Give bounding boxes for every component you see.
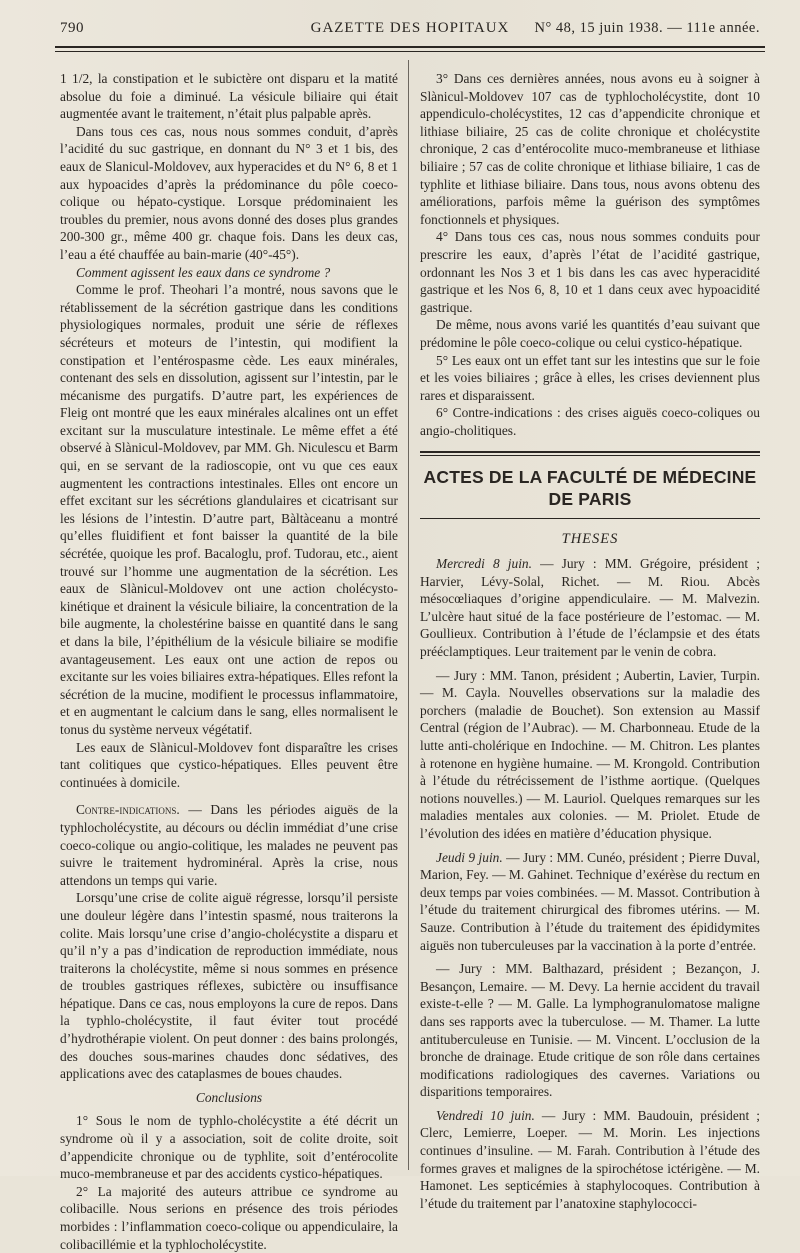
header-rule-thick [55,46,765,48]
subheading-question: Comment agissent les eaux dans ce syndrome ? [76,264,331,280]
theses-entry: — Jury : MM. Tanon, président ; Aubertin, Lavier, Turpin. — M. Cayla. Nouvelles observations sur la maladie des porchers (maladie de Bouchet). Son extension au Massif Central (région de l’Aubrac). — M. Charbonneau. Etude de la lutte anti-cholérique en Indochine. — M. Chitron. Les plantes à rotenone en hygiène humaine. — M. Krongold. Contribution à l’étude du rétrécissement de l’isthme aortique. (Quelques notions nouvelles.) — M. Lauriol. Quelques remarques sur les maladies mentales aux colonies. — M. Priolet. Etude de l’évolution des idées en matière d’éducation physique. [420,667,760,841]
section-rule [420,518,760,519]
paragraph-contre-indications [60,801,398,889]
paragraph: De même, nous avons varié les quantités d’eau suivant que prédomine le pôle coeco-colique ou celui cystico-hépatique. [420,317,760,350]
conclusion-item: 6° Contre-indications : des crises aiguës coeco-coliques ou angio-cholitiques. [420,405,760,438]
paragraph: Dans tous ces cas, nous nous sommes conduit, d’après l’acidité du suc gastrique, en donnant du N° 3 et 1 bis, des eaux de Slanicul-Moldovev, aux hyperacides et du N° 6, 8 et 1 aux hypoacides d’après la prédominance du pôle coeco-colique ou hépato-cystique. Lorsque prédominaient les troubles du premier, nous avons donné des doses plus grandes 200-300 gr., même 400 gr. chaque fois. Dans les deux cas, l’eau a été chauffée au bain-marie (40°-45°). [60,123,398,262]
conclusion-item: 2° La majorité des auteurs attribue ce syndrome au colibacille. Nous serions en présence des trois périodes morbides : l’inflammation coeco-colique ou appendiculaire, la colibacillémie et la typhlocholécystite. [60,1183,398,1252]
entry-text: — Jury : MM. Cunéo, président ; Pierre Duval, Marion, Fey. — M. Gahinet. Technique d’exérèse du rectum en deux temps par voies combinées. — M. Massot. Contribution à l’étude du traitement chirurgical des fibromes utérins. — M. Sauze. Contribution à l’étude du traitement des épididymites aiguës non tuberculeuses par la vaccination à la porte d’entrée. [420,849,760,953]
conclusions-heading: Conclusions [195,1089,263,1105]
contre-indications-label: Contre-indications. [76,802,180,818]
header-rule-thin [55,51,765,52]
column-divider [408,60,409,1170]
conclusion-item: 5° Les eaux ont un effet tant sur les intestins que sur le foie et les voies biliaires ; grâce à elles, les crises deviennent plus rares et disparaissent. [420,352,760,403]
paragraph: Les eaux de Slànicul-Moldovev font disparaître les crises tant colitiques que cystico-hépatiques. Elles peuvent être continuées à domicile. [60,739,398,790]
theses-entry: — Jury : MM. Balthazard, président ; Bezançon, J. Besançon, Lemaire. — M. Devy. La hernie accident du travail existe-t-elle ? — M. Galle. La lymphogranulomatose maligne dans ses rapports avec la tuberculose. — M. Thamer. La lutte antituberculeuse en Tunisie. — M. Vincent. L’occlusion de la bronche de drainage. Etude critique de son rôle dans certaines modifications radiologiques des cavernes. Variations ou disparitions temporaires. [420,961,760,1100]
paragraph: 1 1/2, la constipation et le subictère ont disparu et la matité absolue du foie a diminué. La vésicule biliaire qui était augmentée avant le traitement, n’était plus palpable après. [60,71,398,122]
conclusion-item: 4° Dans tous ces cas, nous nous sommes conduits pour prescrire les eaux, d’après l’état de l’acidité gastrique, ordonnant les Nos 3 et 1 bis dans les cas avec hyperacidité gastrique et les Nos 6, 8, 10 et 1 dans ceux avec hypoacidité gastrique. [420,229,760,315]
paragraph: Lorsqu’une crise de colite aiguë régresse, lorsqu’il persiste une douleur légère dans l’intestin spasmé, nous traiterons la colite. Mais lorsqu’une crise d’angio-cholécystite a disparu et qu’il n’y a pas d’indication de reproduction immédiate, nous traiterons la cholécystite, même si nous sommes en présence de troubles gastriques réflexes, subictère ou insuffisance hépatique. Dans ce cas, nous employons la cure de repos. Dans la typhlo-cholécystite, il faut éviter tout procédé d’hydrothérapie violent. On peut donner : des bains prolongés, des douches sous-marines chaudes donc sédatives, des applications avec des cataplasmes de boues chaudes. [60,890,399,1082]
theses-entry [420,555,760,661]
right-column [420,70,760,1212]
paragraph: Comme le prof. Theohari l’a montré, nous savons que le rétablissement de la sécrétion gastrique dans les conditions physiologiques normales, produit une série de réflexes sécréteurs et moteurs de l’intestin, qui modifient la constipation et l’entérospasme cède. Les eaux minérales, contenant des sels en dissolution, agissent sur l’intestin, par le mécanisme des purgatifs. D’autre part, les expériences de Fleig ont montré que les eaux minérales alcalines ont un effet excitant sur la musculature intestinale. Le même effet a été observé à Slànicul-Moldovev, par MM. Gh. Niculescu et Barm qui, en se servant de la radioscopie, ont vu que ces eaux augmentent les contractions intestinales. Elles ont encore un effet excitant sur les sécrétions glandulaires et cicatrisant sur les lésions de l’intestin. D’autre part, Bàltàceanu a montré qu’elles fluidifient et font baisser la quantité de la bile sécrétée, quoique les prof. Bacaloglu, prof. Tudorau, etc., aient trouvé sur l’homme une augmentation de la sécrétion. Les eaux de Slànicul-Moldovev ont une action cholécysto-kinétique et drainent la vésicule biliaire, la concentration de la bile augmente, la cholestérine baisse en quantité dans le sang et dans la bile, l’épithélium de la vésicule biliaire se modifie avantageusement. Les eaux ont une action de repos ou excitante sur les voies biliaires extra-hépatiques. Elles refont la sécrétion de la mucine, modifient le processus inflammatoire, et en augmentant le calcium dans le sang, elles normalisent le tonus du système nerveux végétatif. [60,282,398,737]
theses-heading: THESES [561,531,619,548]
theses-entry [420,1107,760,1213]
page-number: 790 [60,20,84,36]
left-column [60,70,398,1253]
theses-entry [420,849,760,955]
entry-date: Vendredi 10 juin. [436,1107,535,1123]
issue-info: N° 48, 15 juin 1938. — 111e année. [534,20,760,36]
entry-date: Mercredi 8 juin. [436,556,532,572]
entry-date: Jeudi 9 juin. [436,849,503,865]
entry-text: — Jury : MM. Baudouin, président ; Clerc, Lemierre, Loeper. — M. Morin. Les injections continues d’insuline. — M. Farah. Contribution à l’étude des formes graves et malignes de la spirochétose ictérigène. — M. Hamonet. Les septicémies à staphylocoques. Contribution à l’étude du traitement par l’anatoxine staphylococci- [420,1107,760,1211]
conclusion-item: 3° Dans ces dernières années, nous avons eu à soigner à Slànicul-Moldovev 107 cas de typhlocholécystite, dont 10 appendiculo-cholécystites, 12 cas d’appendicite chronique et lithiase biliaire, 25 cas de colite chronique et cholécystite chronique, 2 cas d’entérocolite muco-membraneuse et lithiase biliaire ; 57 cas de colite chronique et lithiase biliaire, 1 cas de typhlite et lithiase biliaire. Dans tous, nous avons obtenu des améliorations, parfois même la guérison des symptômes fonctionnels et physiques. [420,71,760,227]
section-rule [420,455,760,456]
journal-title: GAZETTE DES HOPITAUX [310,20,510,36]
section-title: ACTES DE LA FACULTÉ DE MÉDECINE DE PARIS [423,467,757,510]
page-header [60,18,760,44]
paragraph-text: — Dans les périodes aiguës de la typhlocholécystite, au décours ou déclin immédiat d’une crise coeco-colique ou angio-colitique, les malades ne peuvent pas suivre le traitement hydrominéral. Après la crise, nous attendons un temps qui varie. [60,802,398,888]
section-rule [420,451,760,453]
conclusion-item: 1° Sous le nom de typhlo-cholécystite a été décrit un syndrome où il y a association, soit de colite droite, soit d’appendicite chronique ou de typhlite, soit d’entérocolite muco-membraneuse et par des accidents cystico-hépatiques. [60,1113,398,1182]
entry-text: — Jury : MM. Grégoire, président ; Harvier, Lévy-Solal, Richet. — M. Riou. Abcès mésocœliaques d’origine appendiculaire. — M. Malvezin. L’ulcère haut situé de la face postérieure de l’estomac. — M. Goullieux. Contribution à l’étude de l’éclampsie et des états prééclamptiques. Leur traitement par le venin de cobra. [420,556,760,660]
